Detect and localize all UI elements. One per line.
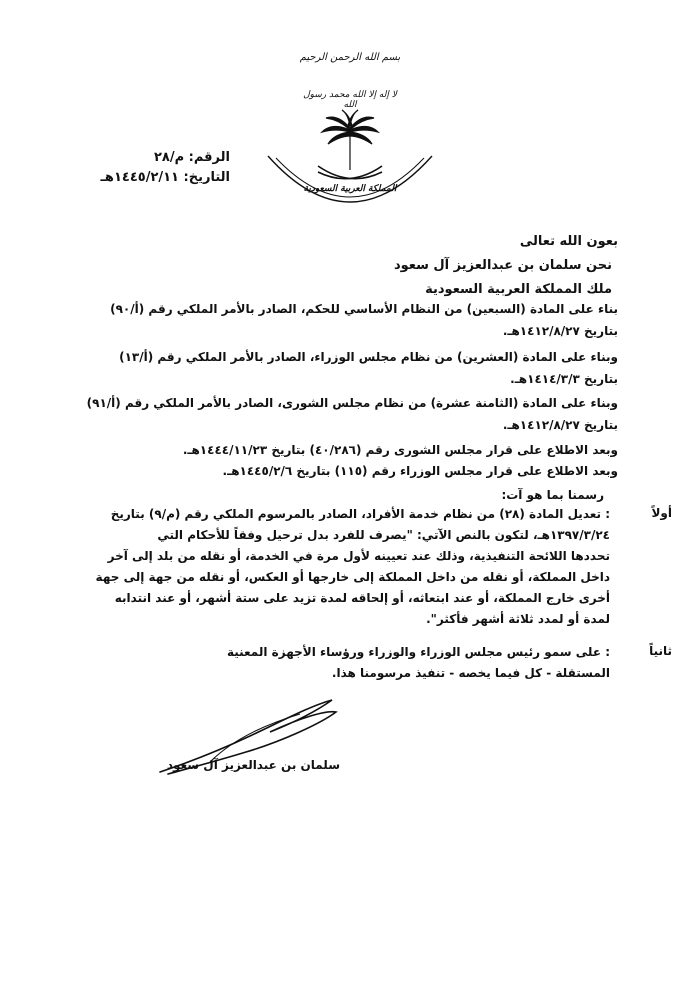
palm-swords-emblem-icon [262, 108, 438, 224]
article-label: ثانياً [649, 644, 672, 658]
preamble-paragraph: وبعد الاطلاع على قرار مجلس الوزراء رقم (١١٥) بتاريخ ١٤٤٥/٢/٦هـ. [222, 464, 618, 478]
basmala-calligraphy: بسم الله الرحمن الرحيم [299, 52, 401, 63]
kingdom-title-line: ملك المملكة العربية السعودية [425, 282, 612, 297]
article-label: أولاً [651, 506, 672, 520]
decree-intro: رسمنا بما هو آت: [501, 488, 604, 502]
number-row [30, 148, 230, 168]
emblem-caption: المملكة العربية السعودية [303, 184, 397, 194]
date-row [30, 168, 230, 188]
preamble-paragraph: وبناء على المادة (الثامنة عشرة) من نظام مجلس الشورى، الصادر بالأمر الملكي رقم (أ/٩١) بتاريخ ١٤١٢/٨/٢٧هـ. [86, 396, 618, 432]
reference-block [30, 148, 230, 188]
shahada-calligraphy: لا إله إلا الله محمد رسول الله [303, 90, 397, 110]
article-body: : تعديل المادة (٢٨) من نظام خدمة الأفراد، الصادر بالمرسوم الملكي رقم (م/٩) بتاريخ ١٣٩٧/٣/٢٤هـ، لتكون بالنص الآتي: "يصرف للفرد بدل ترحيل وفقاً للأحكام التي تحددها اللائحة التنفيذية، وذلك عند تعيينه لأول مرة في الخدمة، أو نقله من بلد إلى آخر داخل المملكة، أو نقله من داخل المملكة إلى خارجها أو العكس، أو نقله من جهة إلى جهة أخرى خارج المملكة، أو عند ابتعاثه، أو إلحاقه لمدة تزيد على ستة أشهر، أو عند انتدابه لمدة أو لمدد ثلاثة أشهر فأكثر". [95, 507, 610, 626]
opening-line: بعون الله تعالى [519, 234, 618, 249]
date-label: التاريخ: [183, 170, 230, 185]
signatory-name: سلمان بن عبدالعزيز آل سعود [166, 758, 340, 772]
number-label: الرقم: [188, 150, 230, 165]
opening-block [58, 230, 618, 302]
date-value: ١٤٤٥/٢/١١هـ [100, 170, 179, 185]
preamble-paragraph: بناء على المادة (السبعين) من النظام الأساسي للحكم، الصادر بالأمر الملكي رقم (أ/٩٠) بتاريخ ١٤١٢/٨/٢٧هـ. [110, 302, 618, 338]
king-name-line: نحن سلمان بن عبدالعزيز آل سعود [393, 258, 612, 273]
preamble-paragraph: وبناء على المادة (العشرين) من نظام مجلس الوزراء، الصادر بالأمر الملكي رقم (أ/١٣) بتاريخ ١٤١٤/٣/٣هـ. [119, 350, 618, 386]
article-body: : على سمو رئيس مجلس الوزراء والوزراء ورؤساء الأجهزة المعنية المستقلة - كل فيما يخصه - تنفيذ مرسومنا هذا. [226, 645, 610, 680]
number-value: م/٢٨ [153, 150, 185, 165]
preamble-paragraph: وبعد الاطلاع على قرار مجلس الشورى رقم (٤٠/٢٨٦) بتاريخ ١٤٤٤/١١/٢٣هـ. [182, 443, 618, 457]
saudi-emblem [262, 108, 438, 224]
